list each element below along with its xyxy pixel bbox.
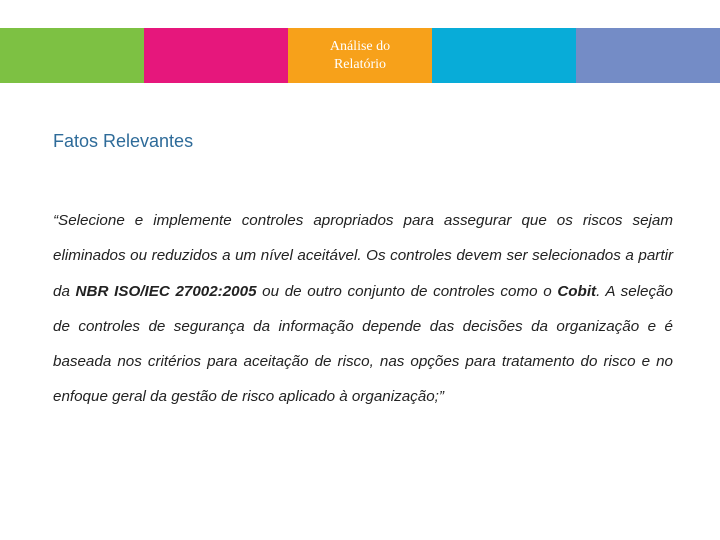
quote-text-part-3: . A seleção de controles de segurança da informação depende das decisões da organização e é baseada nos critérios para aceitação de risco, nas opções para tratamento do risco e no enfoque geral da gestão de risco aplicado à organização;” [53,282,673,406]
color-block-periwinkle [576,28,720,83]
section-title: Análise do Relatório [329,38,391,72]
quote-framework-name: Cobit [557,282,597,300]
quote-text-part-2: ou de outro conjunto de controles como o [256,282,558,300]
color-block-cyan [432,28,576,83]
header-color-bar [0,28,720,83]
quote-paragraph [53,203,673,415]
color-block-magenta [144,28,288,83]
quote-standard-name: NBR ISO/IEC 27002:2005 [75,282,257,300]
color-block-green [0,28,144,83]
quote-text-part-1: “Selecione e implemente controles apropriados para assegurar que os riscos sejam eliminados ou reduzidos a um nível aceitável. Os controles devem ser selecionados a partir da [53,212,673,300]
slide-heading: Fatos Relevantes [53,131,194,151]
color-block-orange [288,28,432,83]
